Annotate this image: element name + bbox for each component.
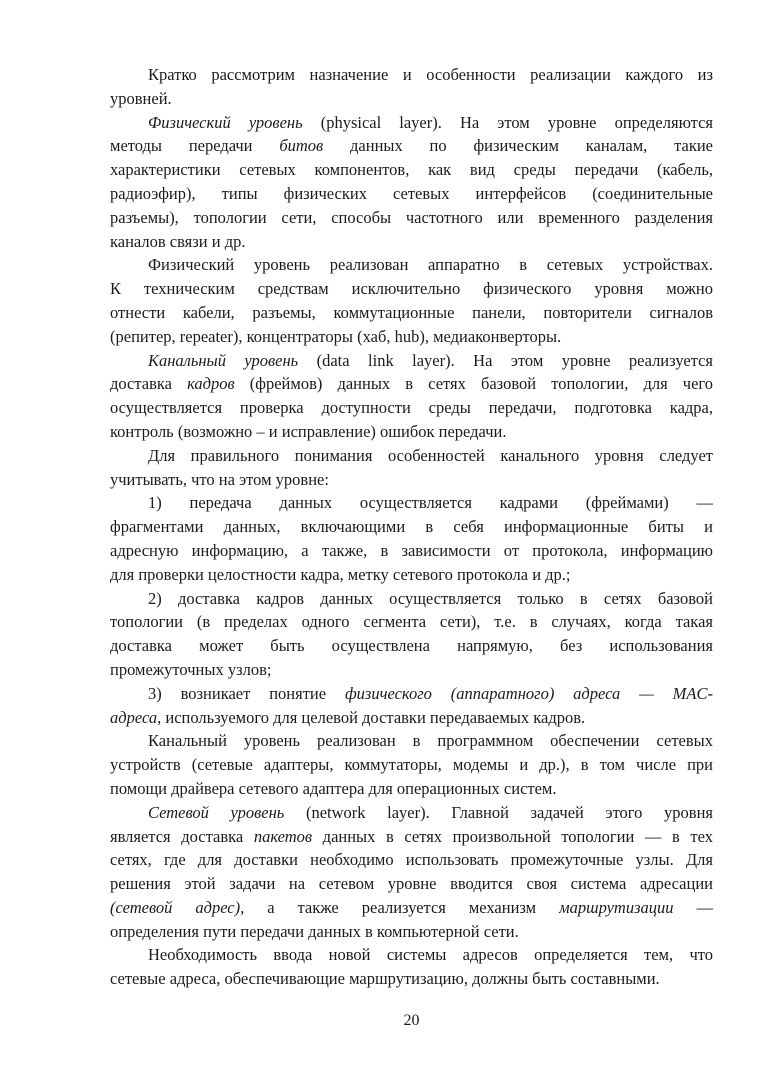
paragraph (110, 349, 713, 444)
text-segment: 2) доставка кадров данных осуществляется только в сетях базовой (148, 588, 713, 608)
text-line (110, 349, 713, 373)
text-segment: Кратко рассмотрим назначение и особенности реализации каждого из (148, 65, 713, 84)
text-segment: топологии (в пределах одного сегмента сети), т.е. в случаях, когда такая (110, 612, 713, 632)
text-line (110, 539, 713, 563)
text-segment: физического (аппаратного) адреса — MAC- (344, 683, 713, 703)
text-segment: (фреймов) данных в сетях базовой топологии, для чего (234, 374, 713, 394)
text-segment: промежуточных узлов; (110, 659, 272, 679)
text-segment: помощи драйвера сетевого адаптера для операционных систем. (110, 778, 557, 798)
text-segment: пакетов (253, 826, 313, 846)
text-segment: Физический уровень реализован аппаратно в сетевых устройствах. (148, 255, 713, 275)
text-line (110, 848, 713, 872)
text-segment: адресную информацию, а также, в зависимости от протокола, информацию (110, 540, 713, 560)
text-line (110, 943, 713, 967)
text-line (110, 372, 713, 396)
text-line (110, 206, 713, 230)
text-line (110, 563, 713, 587)
text-line (110, 420, 713, 444)
page-number: 20 (403, 1012, 420, 1029)
text-segment: (сетевой адрес) (110, 897, 241, 917)
text-segment: маршрутизации (559, 897, 674, 917)
paragraph (110, 491, 713, 586)
text-segment: данных в сетях произвольной топологии — в тех (312, 826, 713, 846)
text-line (110, 468, 713, 492)
text-segment: устройств (сетевые адаптеры, коммутаторы, модемы и др.), в том числе при (110, 755, 713, 775)
text-line (110, 277, 713, 301)
text-segment: Для правильного понимания особенностей канального уровня следует (148, 445, 713, 465)
text-line (110, 896, 713, 920)
text-segment: радиоэфир), типы физических сетевых интерфейсов (соединительные (110, 183, 713, 203)
text-segment: разъемы), топологии сети, способы частотного или временного разделения (110, 207, 713, 227)
text-segment: 1) передача данных осуществляется кадрами (фреймами) — (148, 493, 713, 513)
text-segment: контроль (возможно – и исправление) ошибок передачи. (110, 421, 507, 441)
text-segment: К техническим средствам исключительно физического уровня можно (110, 279, 713, 299)
text-segment: — (673, 897, 713, 917)
paragraph (110, 729, 713, 800)
text-block (110, 63, 713, 991)
text-segment: учитывать, что на этом уровне: (110, 469, 329, 489)
text-segment: битов (279, 136, 324, 156)
paragraph (110, 801, 713, 944)
text-line (110, 610, 713, 634)
text-segment: доставка может быть осуществлена напрямую, без использования (110, 636, 713, 656)
text-line (110, 753, 713, 777)
text-line (110, 706, 713, 730)
text-line (110, 230, 713, 254)
text-line (110, 182, 713, 206)
text-line (110, 682, 713, 706)
text-segment: Канальный уровень реализован в программном обеспечении сетевых (148, 731, 713, 751)
text-line (110, 111, 713, 135)
text-segment: сетях, где для доставки необходимо использовать промежуточные узлы. Для (110, 850, 713, 870)
text-segment: осуществляется проверка доступности среды передачи, подготовка кадра, (110, 398, 713, 418)
text-line (110, 396, 713, 420)
text-segment: адреса (110, 707, 158, 727)
paragraph (110, 682, 713, 730)
text-segment: методы передачи (110, 136, 280, 156)
text-segment: Канальный уровень (148, 350, 299, 370)
text-segment: данных по физическим каналам, такие (323, 136, 713, 156)
text-segment: сетевые адреса, обеспечивающие маршрутизацию, должны быть составными. (110, 969, 660, 989)
text-line (110, 134, 713, 158)
text-segment: (network layer). Главной задачей этого уровня (284, 802, 713, 822)
text-line (110, 634, 713, 658)
paragraph (110, 63, 713, 111)
text-line (110, 587, 713, 611)
text-segment: каналов связи и др. (110, 231, 246, 251)
text-segment: уровней. (110, 88, 172, 108)
text-segment: доставка (110, 374, 188, 394)
text-line (110, 444, 713, 468)
text-segment: , а также реализуется механизм (240, 897, 560, 917)
text-line (110, 967, 713, 991)
text-segment: Сетевой уровень (148, 802, 285, 822)
paragraph (110, 943, 713, 991)
text-line (110, 301, 713, 325)
text-line (110, 515, 713, 539)
paragraph (110, 444, 713, 492)
text-line (110, 63, 713, 87)
text-line (110, 158, 713, 182)
text-line (110, 825, 713, 849)
text-segment: кадров (187, 374, 235, 394)
text-line (110, 87, 713, 111)
paragraph (110, 111, 713, 254)
text-segment: для проверки целостности кадра, метку сетевого протокола и др.; (110, 564, 571, 584)
text-segment: отнести кабели, разъемы, коммутационные панели, повторители сигналов (110, 302, 713, 322)
paragraph (110, 587, 713, 682)
text-segment: (репитер, repeater), концентраторы (хаб, hub), медиаконверторы. (110, 326, 562, 346)
text-segment: (physical layer). На этом уровне определяются (302, 112, 713, 132)
text-segment: фрагментами данных, включающими в себя информационные биты и (110, 517, 713, 537)
text-line (110, 777, 713, 801)
text-line (110, 729, 713, 753)
text-line (110, 658, 713, 682)
text-line (110, 801, 713, 825)
text-line (110, 872, 713, 896)
text-segment: 3) возникает понятие (148, 683, 345, 703)
text-segment: Необходимость ввода новой системы адресов определяется тем, что (148, 945, 713, 965)
text-segment: характеристики сетевых компонентов, как вид среды передачи (кабель, (110, 160, 713, 180)
text-segment: (data link layer). На этом уровне реализуется (298, 350, 713, 370)
text-line (110, 920, 713, 944)
text-segment: Физический уровень (148, 112, 303, 132)
text-line (110, 491, 713, 515)
text-line (110, 325, 713, 349)
text-segment: определения пути передачи данных в компьютерной сети. (110, 921, 519, 941)
text-segment: решения этой задачи на сетевом уровне вводится своя система адресации (110, 874, 713, 894)
paragraph (110, 253, 713, 348)
text-line (110, 253, 713, 277)
text-segment: , используемого для целевой доставки передаваемых кадров. (157, 707, 586, 727)
text-segment: является доставка (110, 826, 254, 846)
